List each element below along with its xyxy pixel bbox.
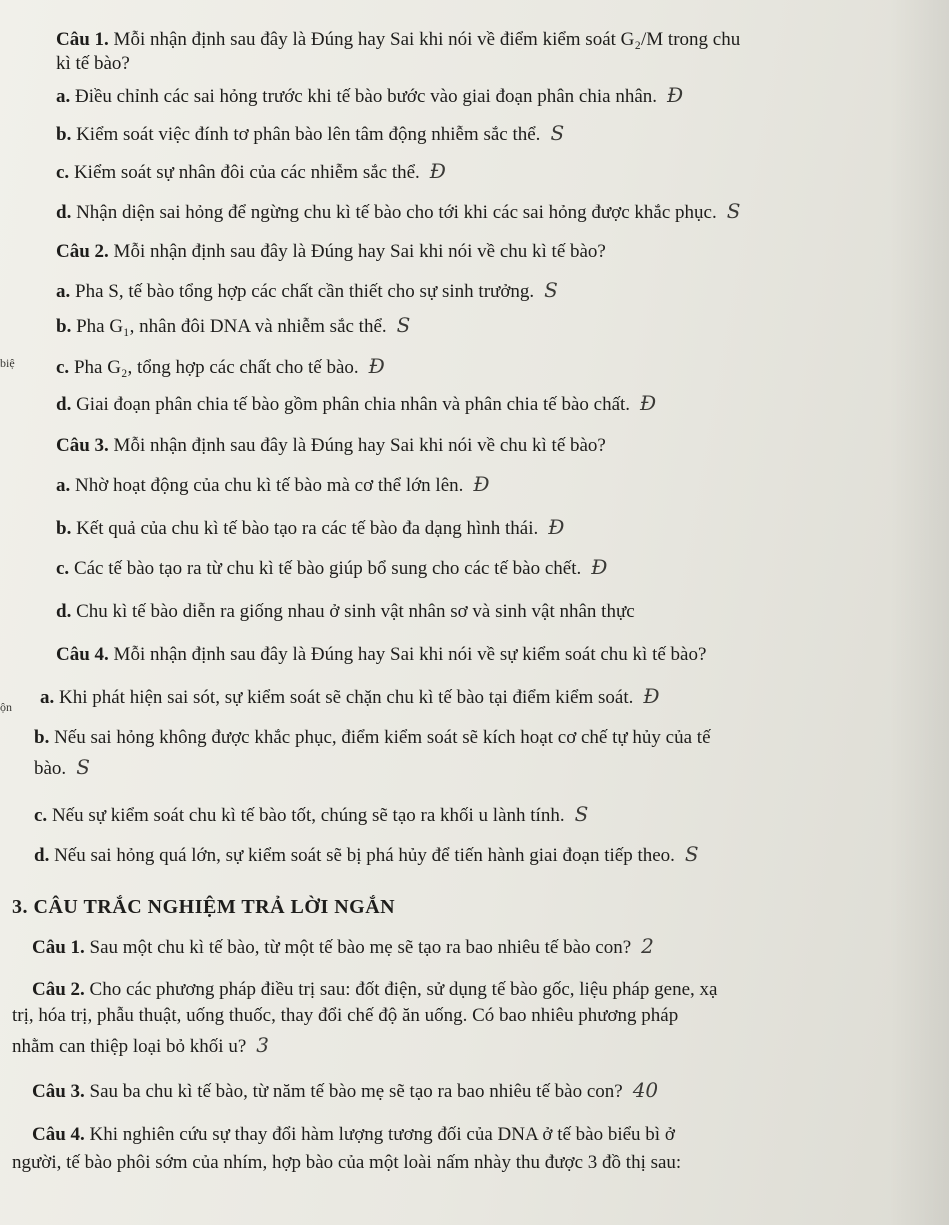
s3-q4-line2: [12, 1151, 681, 1175]
handwritten-mark: Đ: [591, 555, 608, 579]
option-text: Chu kì tế bào diễn ra giống nhau ở sinh vật nhân sơ và sinh vật nhân thực: [71, 601, 635, 622]
s3-q3-text: Sau ba chu kì tế bào, từ năm tế bào mẹ sẽ tạo ra bao nhiêu tế bào con?: [84, 1081, 623, 1102]
option-label: d.: [56, 394, 72, 415]
q1-text-cont: kì tế bào?: [56, 53, 130, 74]
q4-label: Câu 4.: [56, 644, 109, 665]
s3-q4-text: Khi nghiên cứu sự thay đổi hàm lượng tương đối của DNA ở tế bào biểu bì ở: [84, 1124, 675, 1145]
handwritten-mark: S: [550, 121, 565, 145]
q2-option-c: [56, 354, 385, 380]
option-label: c.: [56, 162, 70, 183]
s3-q4-text-cont: người, tế bào phôi sớm của nhím, hợp bào của một loài nấm nhày thu được 3 đồ thị sau:: [12, 1152, 682, 1173]
option-text: Nếu sai hỏng quá lớn, sự kiểm soát sẽ bị phá hủy để tiến hành giai đoạn tiếp theo.: [49, 845, 675, 866]
option-text: Pha G₁, nhân đôi DNA và nhiễm sắc thể.: [71, 316, 387, 337]
handwritten-mark: Đ: [368, 354, 385, 378]
option-text-cont: bào.: [34, 758, 67, 779]
handwritten-mark: 2: [641, 934, 654, 958]
q4-option-d: [34, 842, 699, 868]
handwritten-mark: Đ: [640, 391, 657, 415]
q4-option-c: [34, 802, 588, 828]
option-label: c.: [56, 558, 70, 579]
section-3-heading: 3. CÂU TRẮC NGHIỆM TRẢ LỜI NGẮN: [12, 896, 396, 918]
q3-stem: [56, 434, 606, 458]
option-label: a.: [56, 86, 71, 107]
q3-option-d: [56, 600, 635, 624]
q2-text: Mỗi nhận định sau đây là Đúng hay Sai khi nói về chu kì tế bào?: [108, 241, 606, 262]
option-text: Nếu sai hỏng không được khắc phục, điểm kiểm soát sẽ kích hoạt cơ chế tự hủy của tế: [49, 727, 711, 748]
q1-stem-cont: [56, 52, 130, 76]
handwritten-mark: S: [396, 313, 411, 337]
option-label: b.: [56, 124, 72, 145]
option-text: Kết quả của chu kì tế bào tạo ra các tế bào đa dạng hình thái.: [71, 518, 539, 539]
q4-stem: [56, 643, 706, 667]
handwritten-mark: Đ: [643, 684, 660, 708]
margin-fragment: ộn: [0, 700, 12, 714]
option-text: Kiểm soát việc đính tơ phân bào lên tâm động nhiễm sắc thể.: [71, 124, 541, 145]
q2-stem: [56, 240, 606, 264]
q2-option-a: [56, 278, 558, 304]
q1-text: Mỗi nhận định sau đây là Đúng hay Sai khi nói về điểm kiểm soát G₂/M trong chu: [108, 29, 741, 50]
margin-fragment: biệ: [0, 356, 15, 370]
page-edge-shadow: [889, 0, 949, 1225]
q4-option-a: [40, 684, 660, 710]
s3-q1-text: Sau một chu kì tế bào, từ một tế bào mẹ sẽ tạo ra bao nhiêu tế bào con?: [84, 937, 632, 958]
option-label: b.: [34, 727, 50, 748]
q1-option-d: [56, 199, 740, 225]
s3-q1-label: Câu 1.: [32, 937, 85, 958]
option-label: d.: [56, 202, 72, 223]
option-text: Nhờ hoạt động của chu kì tế bào mà cơ thể lớn lên.: [70, 475, 464, 496]
option-label: b.: [56, 316, 72, 337]
option-text: Pha G₂, tổng hợp các chất cho tế bào.: [69, 357, 359, 378]
s3-q4-line1: [32, 1123, 675, 1147]
option-label: d.: [56, 601, 72, 622]
s3-q3: [32, 1078, 658, 1104]
s3-q2-line3: [12, 1033, 269, 1059]
q2-option-b: [56, 313, 410, 339]
q1-option-c: [56, 159, 446, 185]
handwritten-mark: S: [76, 755, 90, 779]
q3-option-c: [56, 555, 607, 581]
option-text: Điều chỉnh các sai hỏng trước khi tế bào bước vào giai đoạn phân chia nhân.: [70, 86, 658, 107]
option-label: c.: [56, 357, 70, 378]
option-text: Các tế bào tạo ra từ chu kì tế bào giúp bổ sung cho các tế bào chết.: [69, 558, 582, 579]
handwritten-mark: 3: [256, 1033, 270, 1057]
q3-option-a: [56, 472, 490, 498]
handwritten-mark: Đ: [548, 515, 565, 539]
q1-label: Câu 1.: [56, 29, 109, 50]
q2-option-d: [56, 391, 656, 417]
q1-stem: [56, 28, 740, 52]
option-label: b.: [56, 518, 72, 539]
q4-text: Mỗi nhận định sau đây là Đúng hay Sai khi nói về sự kiểm soát chu kì tế bào?: [108, 644, 707, 665]
s3-q2-label: Câu 2.: [32, 979, 85, 1000]
q4-option-b-cont: [34, 755, 90, 781]
s3-q2-line2: [12, 1004, 678, 1028]
option-label: c.: [34, 805, 48, 826]
s3-q2-text-end: nhằm can thiệp loại bỏ khối u?: [12, 1036, 247, 1057]
handwritten-mark: Đ: [667, 83, 684, 107]
q3-label: Câu 3.: [56, 435, 109, 456]
handwritten-mark: S: [726, 199, 741, 223]
option-text: Nếu sự kiểm soát chu kì tế bào tốt, chúng sẽ tạo ra khối u lành tính.: [47, 805, 565, 826]
s3-q2-text-cont: trị, hóa trị, phẫu thuật, uống thuốc, thay đổi chế độ ăn uống. Có bao nhiêu phương pháp: [12, 1005, 679, 1026]
handwritten-mark: S: [544, 278, 558, 302]
option-label: a.: [56, 281, 71, 302]
option-label: a.: [56, 475, 71, 496]
s3-q2-line1: [32, 978, 717, 1002]
q1-option-b: [56, 121, 564, 147]
option-text: Khi phát hiện sai sót, sự kiểm soát sẽ chặn chu kì tế bào tại điểm kiểm soát.: [54, 687, 634, 708]
handwritten-mark: Đ: [429, 159, 446, 183]
handwritten-mark: S: [574, 802, 589, 826]
option-label: a.: [40, 687, 55, 708]
option-text: Giai đoạn phân chia tế bào gồm phân chia nhân và phân chia tế bào chất.: [71, 394, 631, 415]
option-text: Pha S, tế bào tổng hợp các chất cần thiết cho sự sinh trưởng.: [70, 281, 535, 302]
s3-q1: [32, 934, 654, 960]
q2-label: Câu 2.: [56, 241, 109, 262]
s3-q3-label: Câu 3.: [32, 1081, 85, 1102]
q3-option-b: [56, 515, 564, 541]
s3-q4-label: Câu 4.: [32, 1124, 85, 1145]
handwritten-mark: S: [684, 842, 699, 866]
q4-option-b: [34, 726, 711, 750]
option-label: d.: [34, 845, 50, 866]
q3-text: Mỗi nhận định sau đây là Đúng hay Sai khi nói về chu kì tế bào?: [108, 435, 606, 456]
q1-option-a: [56, 83, 683, 109]
option-text: Kiểm soát sự nhân đôi của các nhiễm sắc thể.: [69, 162, 420, 183]
s3-q2-text: Cho các phương pháp điều trị sau: đốt điện, sử dụng tế bào gốc, liệu pháp gene, xạ: [84, 979, 718, 1000]
option-text: Nhận diện sai hỏng để ngừng chu kì tế bào cho tới khi các sai hỏng được khắc phục.: [71, 202, 717, 223]
handwritten-mark: Đ: [473, 472, 490, 496]
handwritten-mark: 40: [632, 1078, 659, 1102]
